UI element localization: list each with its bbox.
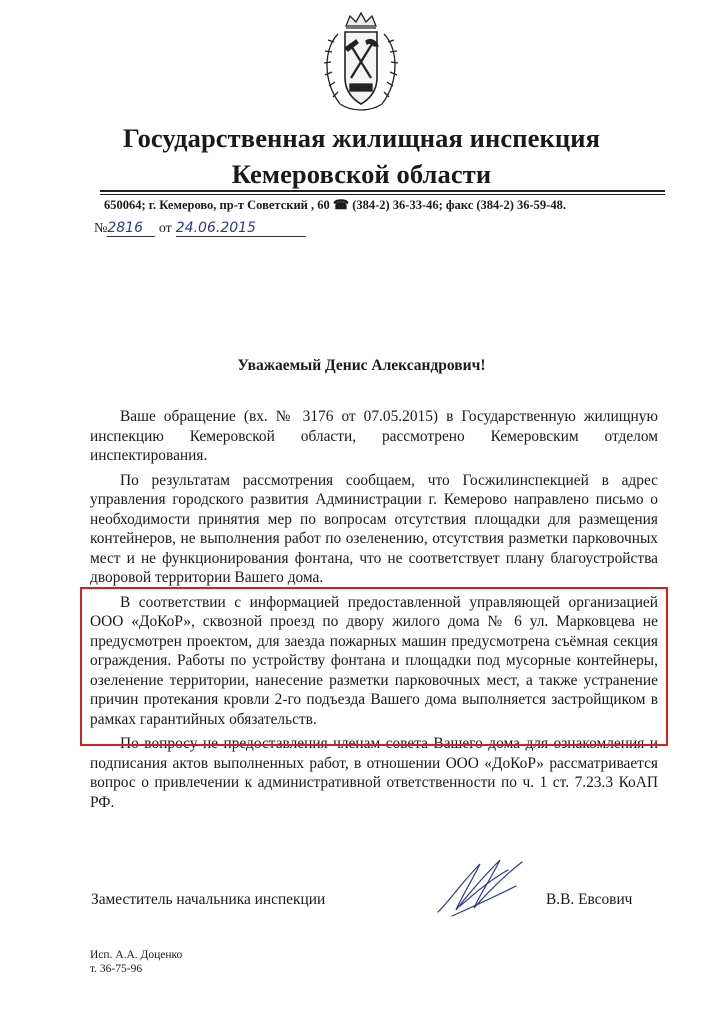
letterhead-rule (100, 190, 665, 192)
body-paragraph: По результатам рассмотрения сообщаем, что Госжилинспекцией в адрес управления городского развития Администрации г. Кемерово направлено письмо о необходимости принятия мер по вопросам отсутствия площадки для размещения контейнеров, не выполнения работ по озеленению, отсутствия разметки парковочных мест и не функционирования фонтана, что не соответствует плану благоустройства дворовой территории Вашего дома. (90, 471, 658, 586)
handwritten-signature (430, 850, 540, 925)
org-name-line-2: Кемеровской области (231, 159, 492, 189)
coat-of-arms-emblem (312, 8, 410, 120)
registration-number-prefix: № (94, 221, 108, 236)
executor-name: Исп. А.А. Доценко (90, 949, 183, 961)
letterhead-rule-thin (100, 194, 665, 195)
org-name-line-1: Государственная жилищная инспекция (122, 123, 601, 153)
red-highlight-frame (80, 587, 668, 746)
phone-icon: ☎ (332, 197, 350, 212)
greeting: Уважаемый Денис Александрович! (237, 357, 486, 374)
address-text: 650064; г. Кемерово, пр-т Советский , 60 (104, 198, 333, 212)
letterhead-address (104, 197, 664, 213)
body-paragraph-highlighted: В соответствии с информацией предоставленной управляющей организацией ООО «ДоКоР», сквозной проезд по двору жилого дома № 6 ул. Марковцева не предусмотрен проектом, для заезда пожарных машин предусмотрена съёмная секция ограждения. Работы по устройству фонтана и площадки под мусорные контейнеры, озеленение территории, нанесение разметки парковочных мест, а также устранение причин протекания кровли 2-го подъезда Вашего дома выполняется застройщиком в рамках гарантийных обязательств. (90, 593, 658, 728)
registration-date-prefix: от (158, 221, 172, 236)
phone-numbers: (384-2) 36-33-46; факс (384-2) 36-59-48. (349, 198, 566, 212)
registration-number: 2816 (107, 220, 155, 237)
signatory-name: В.В. Евсович (546, 891, 633, 908)
body-paragraph: Ваше обращение (вх. № 3176 от 07.05.2015) в Государственную жилищную инспекцию Кемеровской области, рассмотрено Кемеровским отделом инспектирования. (90, 408, 658, 464)
registration-date: 24.06.2015 (176, 220, 306, 237)
registration-line (94, 220, 306, 237)
executor-block (90, 948, 182, 976)
signatory-title: Заместитель начальника инспекции (91, 891, 326, 908)
body-paragraph: По вопросу не предоставления членам совета Вашего дома для ознакомления и подписания актов выполненных работ, в отношении ООО «ДоКоР» рассматривается вопрос о привлечении к административной ответственности по ч. 1 ст. 7.23.3 КоАП РФ. (90, 735, 658, 811)
executor-phone: т. 36-75-96 (90, 963, 143, 975)
